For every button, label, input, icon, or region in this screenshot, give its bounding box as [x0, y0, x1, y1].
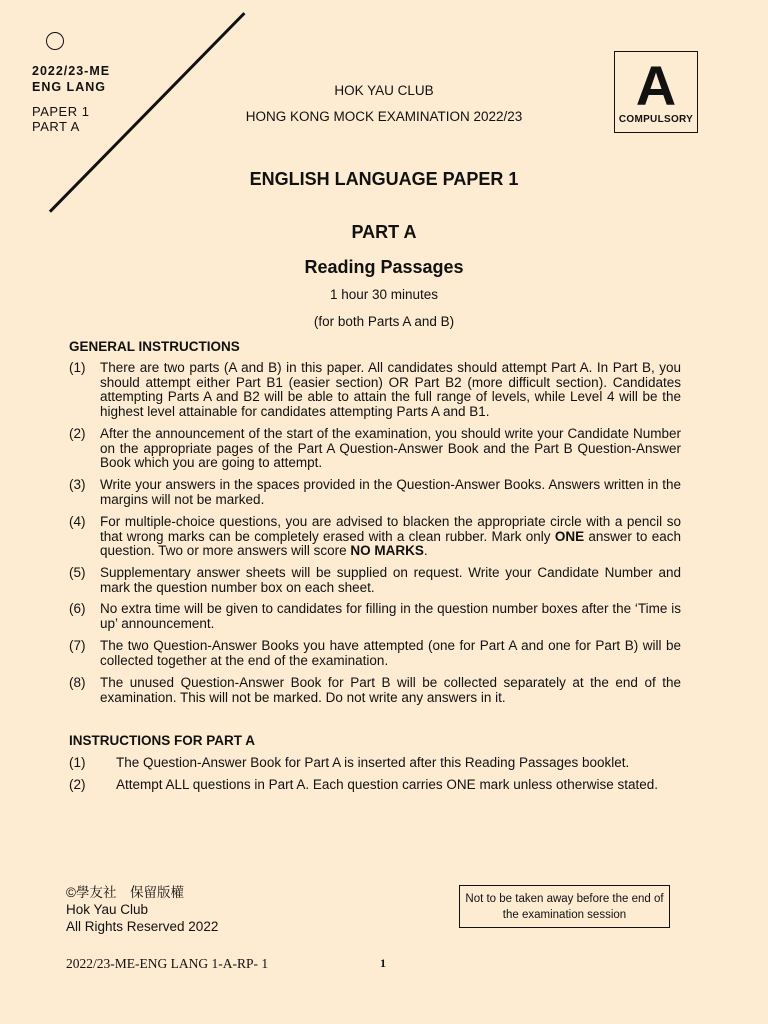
notice-box: Not to be taken away before the end of the examination session — [459, 885, 670, 928]
footer-org: Hok Yau Club — [66, 902, 149, 917]
instruction-item — [69, 602, 681, 631]
item-text: Supplementary answer sheets will be supplied on request. Write your Candidate Number and mark the question number box on each sheet. — [100, 565, 681, 595]
item-number: (6) — [69, 601, 86, 616]
item-text-bold: NO MARKS — [350, 543, 424, 558]
item-number: (1) — [69, 755, 86, 770]
item-text: The Question-Answer Book for Part A is inserted after this Reading Passages booklet. — [116, 755, 630, 770]
item-number: (4) — [69, 514, 86, 529]
item-text: Attempt ALL questions in Part A. Each question carries ONE mark unless otherwise stated. — [116, 777, 659, 792]
item-number: (3) — [69, 477, 86, 492]
item-text — [100, 515, 681, 559]
item-text: Write your answers in the spaces provided in the Question-Answer Books. Answers written in the margins will not be marked. — [100, 477, 681, 507]
instruction-item — [69, 427, 681, 471]
item-text: The two Question-Answer Books you have attempted (one for Part A and one for Part B) will be collected together at the end of the examination. — [100, 638, 681, 668]
part-label: PART A — [32, 119, 80, 134]
instruction-item — [69, 639, 681, 668]
instruction-item — [69, 361, 681, 419]
part-a-instruction-item — [69, 755, 699, 770]
part-a-instructions-heading: INSTRUCTIONS FOR PART A — [69, 733, 255, 748]
footer-rights: All Rights Reserved 2022 — [66, 919, 219, 934]
instruction-item — [69, 515, 681, 559]
item-text-bold: ONE — [554, 528, 585, 544]
exam-name: HONG KONG MOCK EXAMINATION 2022/23 — [245, 109, 523, 124]
general-instructions-heading: GENERAL INSTRUCTIONS — [69, 339, 240, 354]
item-text: The unused Question-Answer Book for Part B will be collected separately at the end of the examination. This will not be marked. Do not write any answers in it. — [100, 675, 681, 705]
instruction-item — [69, 676, 681, 705]
instruction-item — [69, 478, 681, 507]
part-heading: PART A — [351, 222, 417, 242]
item-number: (8) — [69, 675, 86, 690]
section-heading: Reading Passages — [304, 257, 464, 277]
item-number: (7) — [69, 638, 86, 653]
exam-code: 2022/23-ME — [32, 64, 111, 78]
paper-label: PAPER 1 — [32, 104, 90, 119]
item-number: (1) — [69, 360, 86, 375]
item-text: After the announcement of the start of the examination, you should write your Candidate Number on the appropriate pages of the Part A Question-Answer Book and the Part B Question-Answer Book which you are going to attempt. — [100, 426, 681, 470]
item-text-part: . — [423, 543, 428, 558]
item-number: (2) — [69, 426, 86, 441]
duration-note: (for both Parts A and B) — [313, 314, 455, 329]
badge-letter: A — [635, 54, 677, 117]
item-text: There are two parts (A and B) in this paper. All candidates should attempt Part A. In Part B, you should attempt either Part B1 (easier section) OR Part B2 (more difficult section). Candidates attempting Parts A and B2 will be able to attain the full range of levels, while Level 4 will be the highest level attainable for candidates attempting Parts A and B1. — [100, 360, 681, 419]
item-text: No extra time will be given to candidates for filling in the question number boxes after the ‘Time is up’ announcement. — [100, 601, 681, 631]
part-a-instruction-item — [69, 777, 699, 792]
badge-label: COMPULSORY — [618, 114, 694, 125]
exam-subject: ENG LANG — [32, 80, 106, 94]
page-number: 1 — [380, 956, 386, 970]
item-text-part: For multiple-choice questions, you are advised to blacken the appropriate circle with a pencil so that wrong marks can be completely erased with a clean rubber. Mark only — [100, 514, 681, 544]
page-title: ENGLISH LANGUAGE PAPER 1 — [249, 169, 519, 189]
compulsory-badge — [614, 51, 698, 133]
duration: 1 hour 30 minutes — [329, 287, 439, 302]
item-text-part: answer to each question. Two or more answers will score — [100, 528, 681, 558]
footer-code: 2022/23-ME-ENG LANG 1-A-RP- 1 — [66, 956, 269, 971]
instruction-item — [69, 566, 681, 595]
copyright-block — [66, 884, 218, 935]
copyright-chinese: ©學友社 保留版權 — [66, 885, 184, 900]
corner-circle — [46, 32, 64, 50]
item-number: (5) — [69, 565, 86, 580]
organization-name: HOK YAU CLUB — [334, 83, 434, 98]
item-number: (2) — [69, 777, 86, 792]
